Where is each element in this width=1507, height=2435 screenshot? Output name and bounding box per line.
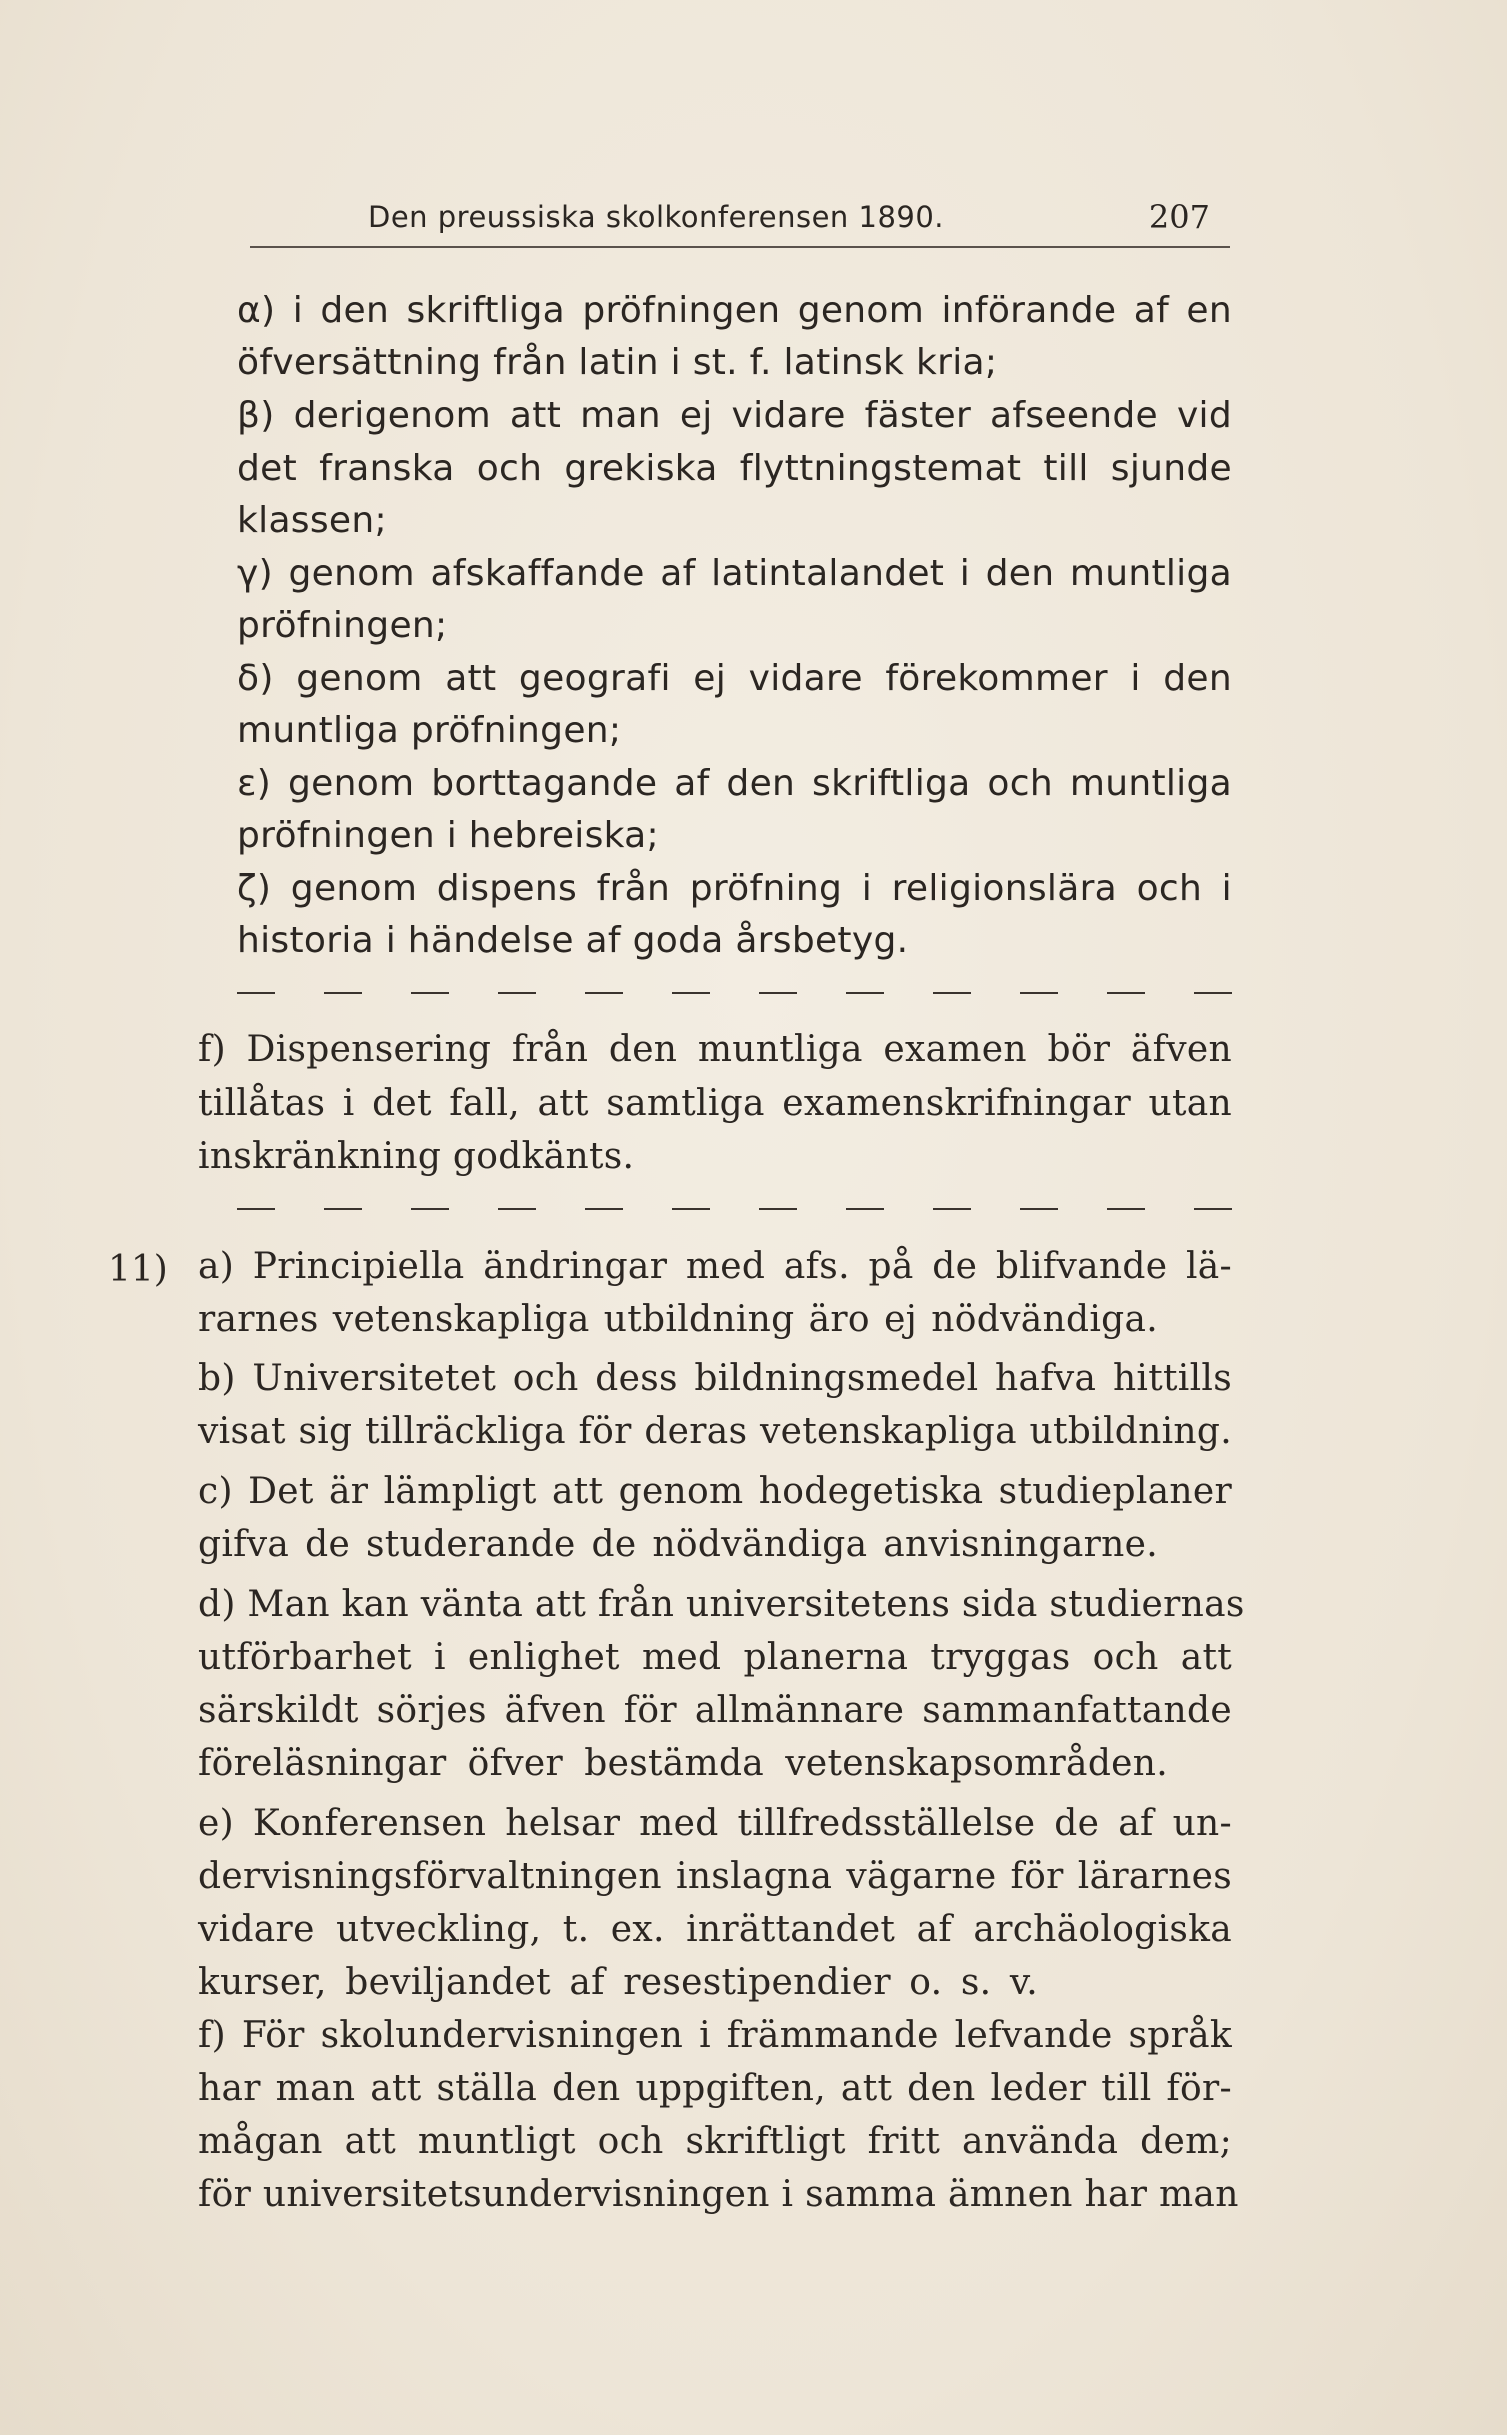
text-line: inskränkning godkänts. — [198, 1136, 635, 1177]
text-line: f) För skolundervisningen i främmande lefvande språk — [198, 2015, 1232, 2056]
text-line: f) Dispensering från den muntliga examen bör äfven — [198, 1029, 1232, 1070]
dash-separator — [237, 992, 1232, 994]
text-line: dervisningsförvaltningen inslagna vägarne för lärarnes — [198, 1856, 1232, 1897]
text-line: klassen; — [237, 500, 387, 541]
text-line: för universitetsundervisningen i samma ämnen har man — [198, 2174, 1239, 2215]
page-number: 207 — [1148, 198, 1210, 236]
text-line: β) derigenom att man ej vidare fäster afseende vid — [237, 395, 1232, 436]
text-line: tillåtas i det fall, att samtliga examenskrifningar utan — [198, 1083, 1232, 1124]
text-line: öfversättning från latin i st. f. latinsk kria; — [237, 342, 998, 383]
text-line: gifva de studerande de nödvändiga anvisningarne. — [198, 1524, 1158, 1565]
section-number: 11) — [108, 1249, 168, 1290]
text-line: e) Konferensen helsar med tillfredsställelse de af un- — [198, 1803, 1232, 1844]
text-line: mågan att muntligt och skriftligt fritt använda dem; — [198, 2121, 1232, 2162]
text-line: c) Det är lämpligt att genom hodegetiska studieplaner — [198, 1471, 1232, 1512]
text-line: kurser, beviljandet af resestipendier o. s. v. — [198, 1962, 1038, 2003]
text-line: rarnes vetenskapliga utbildning äro ej nödvändiga. — [198, 1299, 1158, 1340]
text-line: b) Universitetet och dess bildningsmedel hafva hittills — [198, 1358, 1232, 1399]
text-line: visat sig tillräckliga för deras vetenskapliga utbildning. — [198, 1411, 1232, 1452]
text-line: δ) genom att geografi ej vidare förekommer i den — [237, 658, 1232, 699]
running-header — [250, 196, 1230, 248]
text-line: a) Principiella ändringar med afs. på de blifvande lä- — [198, 1246, 1232, 1287]
text-line: särskildt sörjes äfven för allmännare sammanfattande — [198, 1690, 1232, 1731]
dash-separator — [237, 1208, 1232, 1210]
text-line: det franska och grekiska flyttningstemat till sjunde — [237, 448, 1232, 489]
text-line: muntliga pröfningen; — [237, 710, 622, 751]
text-line: ζ) genom dispens från pröfning i religionslära och i — [237, 868, 1232, 909]
text-line: utförbarhet i enlighet med planerna tryggas och att — [198, 1637, 1232, 1678]
text-line: historia i händelse af goda årsbetyg. — [237, 920, 909, 961]
running-title: Den preussiska skolkonferensen 1890. — [368, 200, 945, 234]
text-line: d) Man kan vänta att från universitetens sida studiernas — [198, 1584, 1245, 1625]
text-line: har man att ställa den uppgiften, att den leder till för- — [198, 2068, 1232, 2109]
text-line: pröfningen; — [237, 605, 448, 646]
text-line: ε) genom borttagande af den skriftliga och muntliga — [237, 763, 1232, 804]
text-line: γ) genom afskaffande af latintalandet i den muntliga — [237, 553, 1232, 594]
text-line: vidare utveckling, t. ex. inrättandet af archäologiska — [198, 1909, 1232, 1950]
text-line: α) i den skriftliga pröfningen genom införande af en — [237, 290, 1232, 331]
text-line: pröfningen i hebreiska; — [237, 815, 659, 856]
text-line: föreläsningar öfver bestämda vetenskapsområden. — [198, 1743, 1168, 1784]
